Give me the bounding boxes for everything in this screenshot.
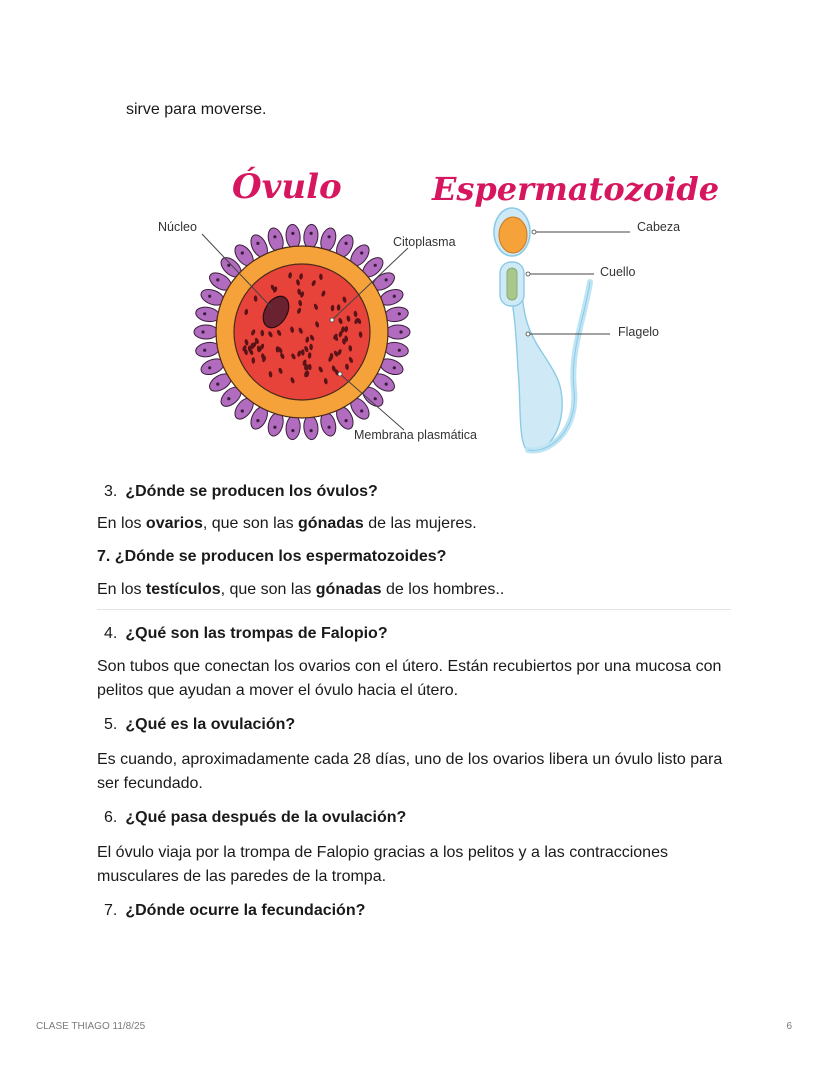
answer-bold: gónadas — [298, 515, 364, 532]
question-number: 7. — [104, 902, 118, 919]
answer-text: de las mujeres. — [363, 515, 477, 532]
question-7 — [104, 899, 365, 923]
espermatozoide-diagram — [494, 208, 680, 452]
answer-7a — [97, 578, 737, 602]
question-text: ¿Qué son las trompas de Falopio? — [125, 625, 388, 642]
question-text: 7. ¿Dónde se producen los espermatozoides? — [97, 548, 447, 565]
answer-4: Son tubos que conectan los ovarios con el útero. Están recubiertos por una mucosa con pelitos que ayudan a mover el óvulo hacia el útero. — [97, 658, 722, 699]
section-divider — [97, 609, 731, 610]
question-text: ¿Qué pasa después de la ovulación? — [125, 809, 407, 826]
footer-label: CLASE THIAGO 11/8/25 — [36, 1021, 146, 1032]
question-number: 6. — [104, 809, 118, 826]
label-membrana: Membrana plasmática — [354, 428, 477, 442]
answer-3 — [97, 512, 737, 536]
question-7a — [97, 545, 446, 569]
answer-text: , que son las — [220, 581, 316, 598]
answer-text: En los — [97, 515, 146, 532]
answer-text: de los hombres.. — [381, 581, 505, 598]
question-3 — [104, 480, 378, 504]
question-text: ¿Dónde se producen los óvulos? — [125, 483, 378, 500]
answer-6: El óvulo viaja por la trompa de Falopio gracias a los pelitos y a las contracciones musculares de las paredes de la trompa. — [97, 844, 668, 885]
label-nucleo: Núcleo — [158, 220, 197, 234]
question-6 — [104, 806, 406, 830]
answer-text: , que son las — [202, 515, 299, 532]
answer-bold: gónadas — [315, 581, 382, 598]
ovulo-title: Óvulo — [232, 167, 342, 207]
question-text: ¿Dónde ocurre la fecundación? — [125, 902, 366, 919]
answer-5: Es cuando, aproximadamente cada 28 días, uno de los ovarios libera un óvulo listo para ser fecundado. — [97, 751, 723, 792]
question-text: ¿Qué es la ovulación? — [125, 716, 296, 733]
question-4 — [104, 622, 388, 646]
question-number: 5. — [104, 716, 118, 733]
question-5 — [104, 713, 295, 737]
label-cuello: Cuello — [600, 265, 636, 279]
answer-bold: ovarios — [145, 515, 203, 532]
answer-bold: testículos — [145, 581, 221, 598]
intro-text: sirve para moverse. — [126, 101, 267, 118]
espermatozoide-title: Espermatozoide — [432, 170, 720, 208]
answer-text: En los — [97, 581, 146, 598]
label-flagelo: Flagelo — [618, 325, 659, 339]
page-number: 6 — [786, 1021, 792, 1032]
question-number: 3. — [104, 483, 118, 500]
label-citoplasma: Citoplasma — [393, 235, 456, 249]
label-cabeza: Cabeza — [637, 220, 681, 234]
ovulo-diagram — [158, 220, 477, 442]
question-number: 4. — [104, 625, 118, 642]
ovulo-espermatozoide-figure — [150, 150, 720, 470]
